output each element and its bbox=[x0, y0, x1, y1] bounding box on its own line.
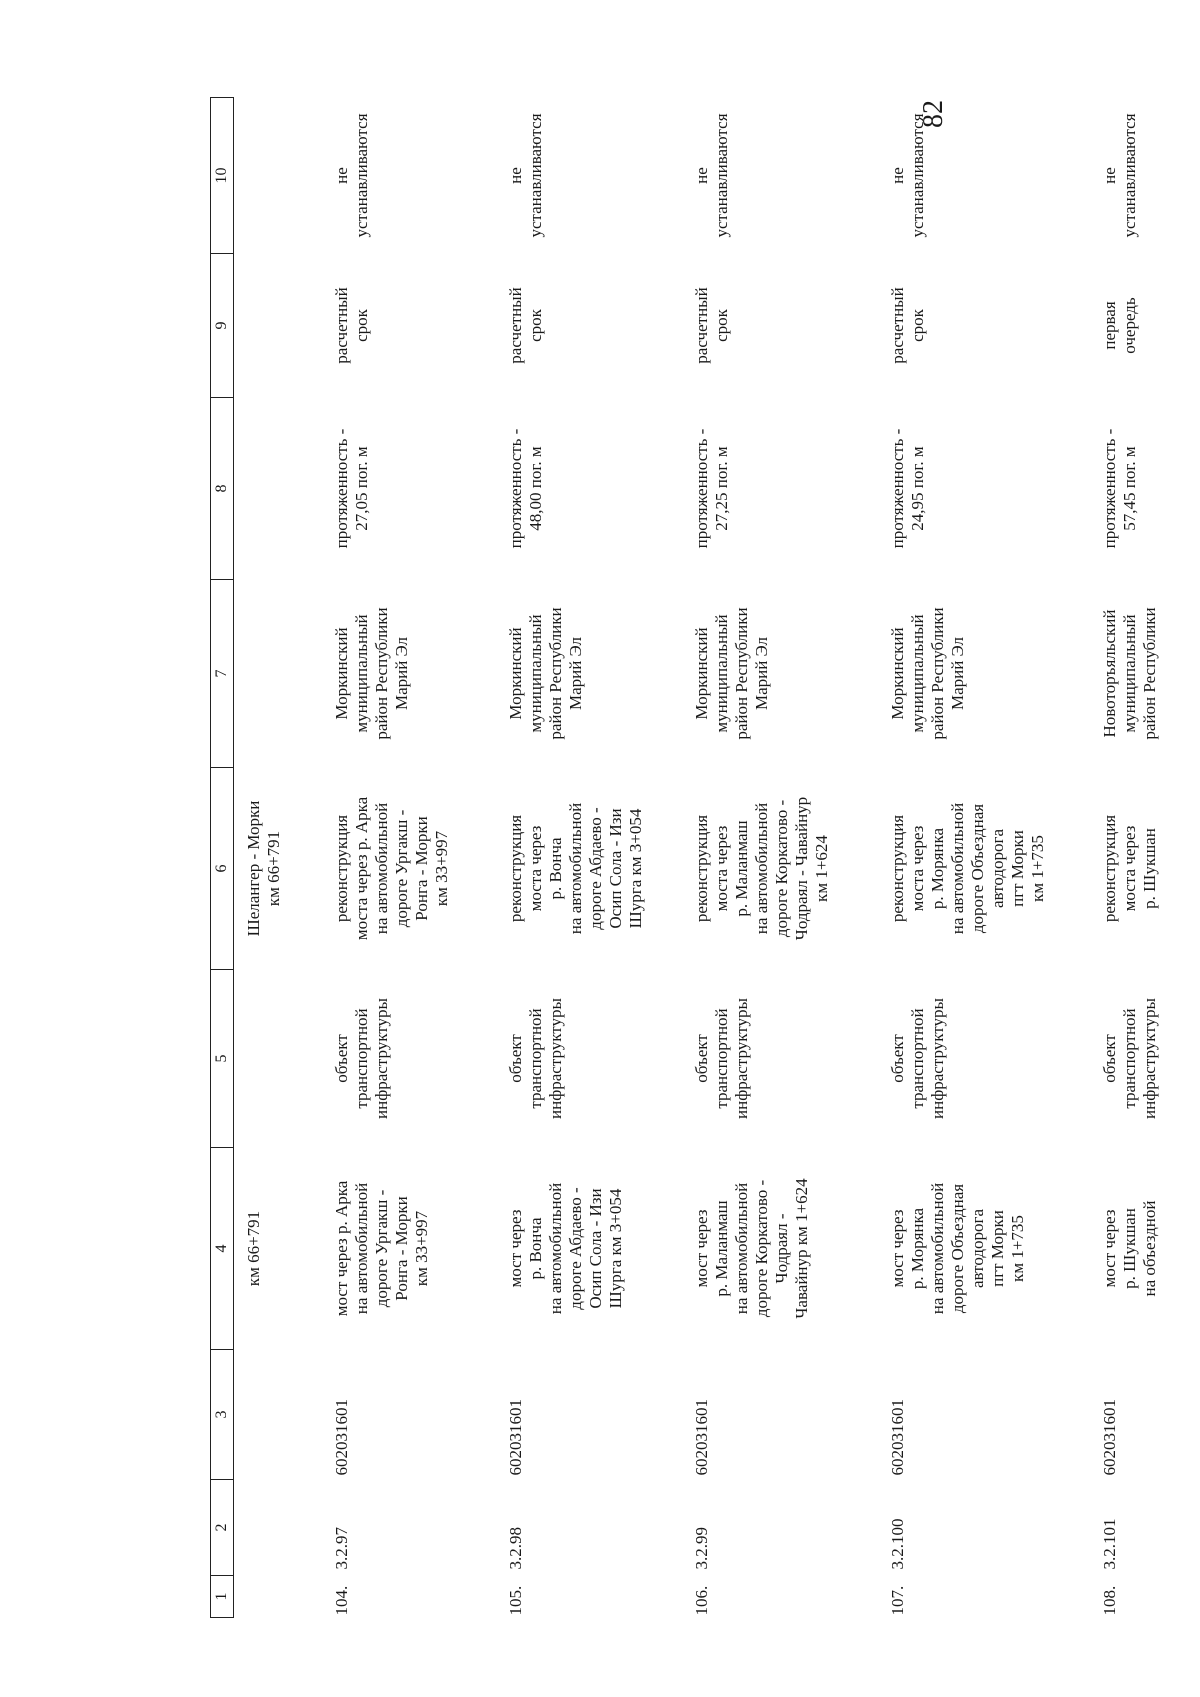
row-term: расчетный срок bbox=[332, 287, 372, 364]
column-number-header bbox=[211, 98, 234, 1618]
row-number: 104. bbox=[332, 1585, 351, 1616]
row-object-type: объект транспортной инфраструктуры bbox=[1100, 998, 1160, 1119]
row-object-name: мост через р. Шукшан на объездной bbox=[1100, 1200, 1160, 1297]
row-location: Моркинский муниципальный район Республики Марий Эл bbox=[888, 607, 968, 740]
row-purpose: реконструкция моста через р. Маланмаш на автомобильной дороге Коркатово - Чодраял - Чавайнур км 1+624 bbox=[692, 796, 832, 941]
row-zones: не устанавливаются bbox=[692, 113, 732, 238]
table-row bbox=[1084, 98, 1162, 1618]
row-characteristics: протяженность - 57,45 пог. м bbox=[1100, 428, 1140, 549]
row-term: расчетный срок bbox=[888, 287, 928, 364]
row-object-name: мост через р. Морянка на автомобильной дороге Объездная автодорога пгт Морки км 1+735 bbox=[888, 1182, 1028, 1315]
row-zones: не устанавливаются bbox=[1100, 113, 1140, 238]
row-object-type: объект транспортной инфраструктуры bbox=[506, 998, 566, 1119]
row-object-name: мост через р. Маланмаш на автомобильной дороге Коркатово - Чодраял - Чавайнур км 1+624 bbox=[692, 1178, 812, 1319]
continuation-name-tail: км 66+791 bbox=[244, 1210, 263, 1287]
header-cell: 6 bbox=[211, 768, 234, 970]
row-index: 3.2.100 bbox=[888, 1518, 907, 1570]
row-zones: не устанавливаются bbox=[332, 113, 372, 238]
row-object-type: объект транспортной инфраструктуры bbox=[888, 998, 948, 1119]
header-cell: 2 bbox=[211, 1480, 234, 1576]
header-cell: 4 bbox=[211, 1148, 234, 1350]
row-term: расчетный срок bbox=[506, 287, 546, 364]
row-location: Новоторъяльский муниципальный район Республики bbox=[1100, 607, 1160, 740]
row-index: 3.2.99 bbox=[692, 1527, 711, 1570]
row-code: 602031601 bbox=[1100, 1399, 1119, 1476]
row-number: 106. bbox=[692, 1585, 711, 1616]
row-location: Моркинский муниципальный район Республики Марий Эл bbox=[506, 607, 586, 740]
row-object-type: объект транспортной инфраструктуры bbox=[332, 998, 392, 1119]
row-purpose: реконструкция моста через р. Арка на автомобильной дороге Ургакш - Ронга - Морки км 33+997 bbox=[332, 796, 452, 941]
row-purpose: реконструкция моста через р. Вонча на автомобильной дороге Абдаево - Осип Сола - Изи Шурга км 3+054 bbox=[506, 802, 646, 935]
row-code: 602031601 bbox=[692, 1399, 711, 1476]
row-index: 3.2.98 bbox=[506, 1527, 525, 1570]
header-cell: 9 bbox=[211, 254, 234, 398]
row-index: 3.2.101 bbox=[1100, 1518, 1119, 1570]
row-code: 602031601 bbox=[332, 1399, 351, 1476]
row-number: 105. bbox=[506, 1585, 525, 1616]
header-cell: 5 bbox=[211, 970, 234, 1148]
row-characteristics: протяженность - 24,95 пог. м bbox=[888, 428, 928, 549]
row-purpose: реконструкция моста через р. Морянка на автомобильной дороге Объездная автодорога пгт Морки км 1+735 bbox=[888, 802, 1048, 935]
table-row bbox=[490, 98, 676, 1618]
row-zones: не устанавливаются bbox=[888, 113, 928, 238]
row-number: 108. bbox=[1100, 1585, 1119, 1616]
row-term: первая очередь bbox=[1100, 297, 1140, 354]
row-characteristics: протяженность - 27,25 пог. м bbox=[692, 428, 732, 549]
row-object-name: мост через р. Арка на автомобильной дороге Ургакш - Ронга - Морки км 33+997 bbox=[332, 1180, 432, 1317]
header-cell: 8 bbox=[211, 398, 234, 580]
row-number: 107. bbox=[888, 1585, 907, 1616]
row-purpose: реконструкция моста через р. Шукшан bbox=[1100, 814, 1160, 923]
row-term: расчетный срок bbox=[692, 287, 732, 364]
row-code: 602031601 bbox=[506, 1399, 525, 1476]
row-location: Моркинский муниципальный район Республики Марий Эл bbox=[692, 607, 772, 740]
page-number: 82 bbox=[918, 100, 949, 128]
row-characteristics: протяженность - 48,00 пог. м bbox=[506, 428, 546, 549]
header-cell: 3 bbox=[211, 1350, 234, 1480]
continuation-purpose-tail: Шелангер - Морки км 66+791 bbox=[244, 800, 284, 937]
row-object-name: мост через р. Вонча на автомобильной дороге Абдаево - Осип Сола - Изи Шурга км 3+054 bbox=[506, 1182, 626, 1315]
header-cell: 10 bbox=[211, 98, 234, 254]
table-row bbox=[316, 98, 490, 1618]
objects-table bbox=[210, 97, 1162, 1618]
rotated-table-container bbox=[210, 98, 1200, 1618]
table-row bbox=[872, 98, 1084, 1618]
row-code: 602031601 bbox=[888, 1399, 907, 1476]
row-object-type: объект транспортной инфраструктуры bbox=[692, 998, 752, 1119]
header-cell: 7 bbox=[211, 580, 234, 768]
table-row bbox=[676, 98, 872, 1618]
row-characteristics: протяженность - 27,05 пог. м bbox=[332, 428, 372, 549]
continuation-row bbox=[234, 98, 317, 1618]
row-location: Моркинский муниципальный район Республики Марий Эл bbox=[332, 607, 412, 740]
header-cell: 1 bbox=[211, 1576, 234, 1618]
row-zones: не устанавливаются bbox=[506, 113, 546, 238]
row-index: 3.2.97 bbox=[332, 1527, 351, 1570]
